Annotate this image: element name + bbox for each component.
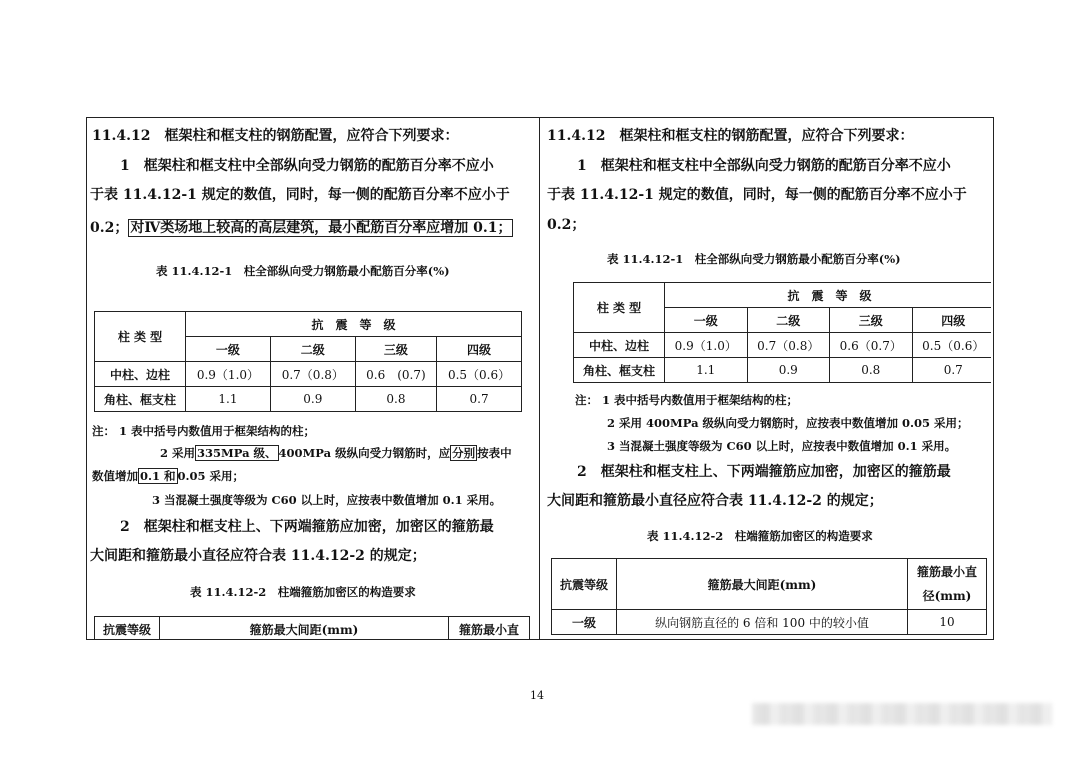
left-note-label: 注： bbox=[92, 424, 115, 438]
table-row bbox=[95, 387, 522, 412]
left-table1-level-2: 二级 bbox=[270, 337, 355, 362]
right-table1-level-4: 四级 bbox=[912, 308, 991, 333]
right-table2-h3-line1: 箍筋最小直 bbox=[916, 565, 977, 579]
left-note2-a: 2 采用 bbox=[160, 446, 196, 460]
right-table1-r2c3: 0.8 bbox=[830, 358, 913, 383]
left-para2-line2: 大间距和箍筋最小直径应符合表 11.4.12-2 的规定； bbox=[90, 548, 426, 564]
right-table1-level-1: 一级 bbox=[665, 308, 748, 333]
left-para1-line1: 1 框架柱和框支柱中全部纵向受力钢筋的配筋百分率不应小 bbox=[120, 158, 494, 174]
left-table1-level-3: 三级 bbox=[355, 337, 436, 362]
page-number: 14 bbox=[530, 689, 544, 702]
right-para1-line2: 于表 11.4.12-1 规定的数值，同时，每一侧的配筋百分率不应小于 bbox=[547, 187, 967, 203]
left-para1-line2: 于表 11.4.12-1 规定的数值，同时，每一侧的配筋百分率不应小于 bbox=[90, 187, 510, 203]
left-table1-r2c1: 1.1 bbox=[186, 387, 271, 412]
left-table1-r2c4: 0.7 bbox=[437, 387, 522, 412]
left-highlight-box-3: 分别 bbox=[452, 446, 476, 460]
right-table1-level-3: 三级 bbox=[830, 308, 913, 333]
left-table2-h2: 箍筋最大间距(mm) bbox=[160, 617, 449, 641]
right-para2-line1: 2 框架柱和框支柱上、下两端箍筋应加密，加密区的箍筋最 bbox=[577, 464, 951, 480]
left-table2-h3: 箍筋最小直 bbox=[449, 617, 530, 641]
right-table2-caption: 表 11.4.12-2 柱端箍筋加密区的构造要求 bbox=[647, 529, 873, 543]
right-table1-r2c4: 0.7 bbox=[912, 358, 991, 383]
right-table1-r1c3: 0.6（0.7） bbox=[830, 333, 913, 358]
left-note2-line2-b: 0.05 采用； bbox=[177, 469, 245, 483]
table-row bbox=[95, 362, 522, 387]
right-table1-r1c2: 0.7（0.8） bbox=[747, 333, 830, 358]
left-table1-level-1: 一级 bbox=[186, 337, 271, 362]
left-highlight-box-4: 0.1 和 bbox=[140, 469, 176, 483]
right-table2-h1: 抗震等级 bbox=[552, 559, 617, 610]
right-table1-group-header: 抗 震 等 级 bbox=[665, 283, 992, 308]
left-note3: 3 当混凝土强度等级为 C60 以上时，应按表中数值增加 0.1 采用。 bbox=[152, 493, 502, 507]
table-row bbox=[574, 358, 992, 383]
left-table1-r1c4: 0.5（0.6） bbox=[437, 362, 522, 387]
right-table2 bbox=[551, 558, 987, 635]
right-para1-line1: 1 框架柱和框支柱中全部纵向受力钢筋的配筋百分率不应小 bbox=[577, 158, 951, 174]
column-divider bbox=[539, 117, 540, 640]
left-note2-line1 bbox=[160, 445, 512, 461]
left-highlight-box-1: 对Ⅳ类场地上较高的高层建筑，最小配筋百分率应增加 0.1； bbox=[130, 220, 512, 236]
right-note-label: 注： bbox=[575, 393, 598, 407]
right-para1-line3: 0.2； bbox=[547, 217, 586, 233]
right-table1 bbox=[573, 282, 991, 383]
table-row bbox=[574, 333, 992, 358]
right-note1 bbox=[575, 392, 798, 408]
right-table2-h3-line2: 径(mm) bbox=[922, 589, 972, 603]
right-table1-r1c1: 0.9（1.0） bbox=[665, 333, 748, 358]
right-table2-h2: 箍筋最大间距(mm) bbox=[617, 559, 908, 610]
right-table1-row1-name: 中柱、边柱 bbox=[574, 333, 665, 358]
left-note2-b: 400MPa 级纵向受力钢筋时，应 bbox=[278, 446, 451, 460]
right-table2-h3 bbox=[908, 559, 987, 610]
right-table1-caption: 表 11.4.12-1 柱全部纵向受力钢筋最小配筋百分率(%) bbox=[607, 252, 901, 266]
right-table1-level-2: 二级 bbox=[747, 308, 830, 333]
left-heading: 11.4.12 框架柱和框支柱的钢筋配置，应符合下列要求： bbox=[92, 128, 459, 144]
left-table1-r1c2: 0.7（0.8） bbox=[270, 362, 355, 387]
left-note2-line2 bbox=[92, 468, 244, 484]
left-table2 bbox=[94, 616, 530, 640]
left-table1-row1-name: 中柱、边柱 bbox=[95, 362, 186, 387]
right-column-new-text bbox=[545, 117, 991, 640]
left-note2-c: 按表中 bbox=[477, 446, 512, 460]
right-note1-text: 1 表中括号内数值用于框架结构的柱； bbox=[602, 393, 799, 407]
right-para2-line2: 大间距和箍筋最小直径应符合表 11.4.12-2 的规定； bbox=[547, 493, 883, 509]
left-table1-caption: 表 11.4.12-1 柱全部纵向受力钢筋最小配筋百分率(%) bbox=[156, 264, 450, 278]
blurred-watermark bbox=[752, 703, 1052, 725]
right-heading: 11.4.12 框架柱和框支柱的钢筋配置，应符合下列要求： bbox=[547, 128, 914, 144]
right-table2-r1-spacing: 纵向钢筋直径的 6 倍和 100 中的较小值 bbox=[617, 610, 908, 635]
left-highlight-box-2: 335MPa 级、 bbox=[197, 446, 277, 460]
left-para1-line3-prefix: 0.2； bbox=[90, 220, 129, 236]
left-table1 bbox=[94, 311, 522, 412]
right-note3: 3 当混凝土强度等级为 C60 以上时，应按表中数值增加 0.1 采用。 bbox=[607, 439, 957, 453]
right-table1-r1c4: 0.5（0.6） bbox=[912, 333, 991, 358]
left-table1-row2-name: 角柱、框支柱 bbox=[95, 387, 186, 412]
left-table1-r1c1: 0.9（1.0） bbox=[186, 362, 271, 387]
left-para1-line3 bbox=[90, 217, 513, 237]
left-table2-caption: 表 11.4.12-2 柱端箍筋加密区的构造要求 bbox=[190, 585, 416, 599]
left-table1-level-4: 四级 bbox=[437, 337, 522, 362]
left-note2-line2-a: 数值增加 bbox=[92, 469, 138, 483]
left-note1-text: 1 表中括号内数值用于框架结构的柱； bbox=[119, 424, 316, 438]
right-table1-r2c1: 1.1 bbox=[665, 358, 748, 383]
table-row bbox=[552, 610, 987, 635]
left-column-old-text bbox=[90, 117, 536, 640]
left-para2-line1: 2 框架柱和框支柱上、下两端箍筋应加密，加密区的箍筋最 bbox=[120, 519, 494, 535]
right-table1-type-header: 柱 类 型 bbox=[574, 283, 665, 333]
right-table2-r1-grade: 一级 bbox=[552, 610, 617, 635]
left-table2-h1: 抗震等级 bbox=[95, 617, 160, 641]
left-table1-group-header: 抗 震 等 级 bbox=[186, 312, 522, 337]
right-note2: 2 采用 400MPa 级纵向受力钢筋时，应按表中数值增加 0.05 采用； bbox=[607, 416, 969, 430]
left-table1-r1c3: 0.6 (0.7) bbox=[355, 362, 436, 387]
left-table1-type-header: 柱 类 型 bbox=[95, 312, 186, 362]
left-table1-r2c2: 0.9 bbox=[270, 387, 355, 412]
right-table1-row2-name: 角柱、框支柱 bbox=[574, 358, 665, 383]
left-note1 bbox=[92, 423, 315, 439]
left-table1-r2c3: 0.8 bbox=[355, 387, 436, 412]
right-table2-r1-diameter: 10 bbox=[908, 610, 987, 635]
right-table1-r2c2: 0.9 bbox=[747, 358, 830, 383]
